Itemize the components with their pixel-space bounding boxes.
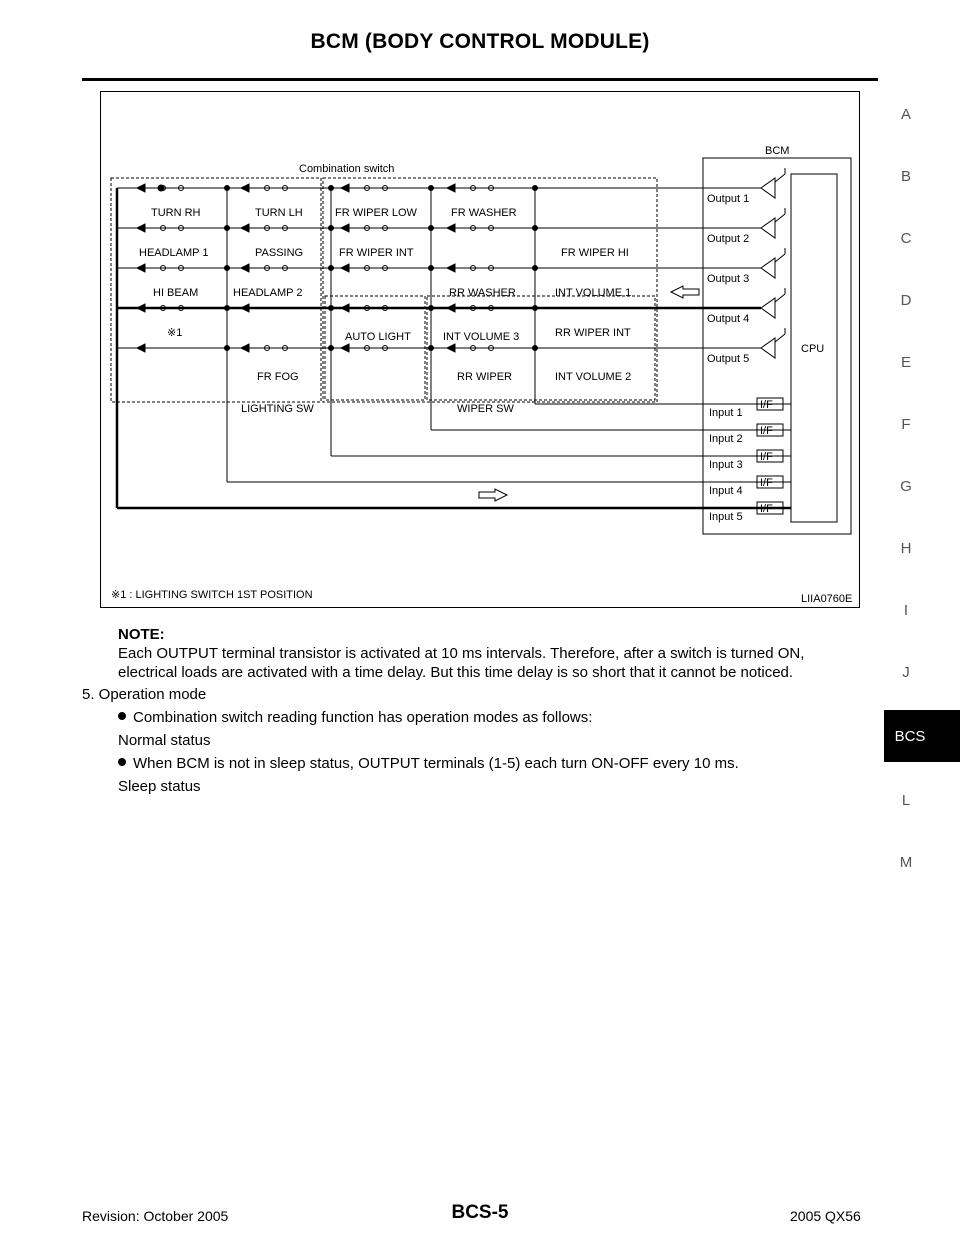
switch-label: RR WIPER INT xyxy=(555,327,631,339)
switch-label: INT VOLUME 1 xyxy=(555,287,632,299)
circuit-svg xyxy=(101,92,861,609)
section-link-c[interactable]: C xyxy=(900,230,912,247)
lighting-sw-label: LIGHTING SW xyxy=(241,403,314,415)
bullet-text: Combination switch reading function has operation modes as follows: xyxy=(133,709,593,726)
section-link-g[interactable]: G xyxy=(900,478,912,495)
switch-label: RR WIPER xyxy=(457,371,512,383)
if-label: I/F xyxy=(760,425,773,437)
section-link-e[interactable]: E xyxy=(900,354,911,371)
input-label: Input 2 xyxy=(709,433,743,445)
switch-label: TURN LH xyxy=(255,207,303,219)
if-label: I/F xyxy=(760,477,773,489)
combination-switch-label: Combination switch xyxy=(299,163,395,175)
bcm-box xyxy=(703,158,851,534)
note-heading: NOTE: xyxy=(118,626,165,643)
switch-label: AUTO LIGHT xyxy=(345,331,411,343)
switch-label: HEADLAMP 1 xyxy=(139,247,209,259)
switch-label: FR WIPER LOW xyxy=(335,207,417,219)
switch-label: RR WASHER xyxy=(449,287,516,299)
footer-model: 2005 QX56 xyxy=(790,1208,861,1224)
output-transistor-3 xyxy=(761,248,785,278)
switch-label: INT VOLUME 2 xyxy=(555,371,632,383)
figure-footnote: ※1 : LIGHTING SWITCH 1ST POSITION xyxy=(111,589,313,601)
switch-label: INT VOLUME 3 xyxy=(443,331,520,343)
output-label: Output 3 xyxy=(707,273,750,285)
section-link-b[interactable]: B xyxy=(900,168,911,185)
output-label: Output 5 xyxy=(707,353,750,365)
output-transistor-4 xyxy=(761,288,785,318)
cpu-label: CPU xyxy=(801,343,825,355)
if-label: I/F xyxy=(760,399,773,411)
footer-revision: Revision: October 2005 xyxy=(82,1208,229,1224)
section-link-l[interactable]: L xyxy=(901,792,911,809)
step-5: 5. Operation mode xyxy=(82,686,207,703)
bullet-text: When BCM is not in sleep status, OUTPUT terminals (1-5) each turn ON-OFF every 10 ms. xyxy=(133,755,739,772)
page-title: BCM (BODY CONTROL MODULE) xyxy=(310,30,650,53)
switch-label: HI BEAM xyxy=(153,287,199,299)
footer-page-number: BCS-5 xyxy=(451,1202,509,1223)
output-label: Output 2 xyxy=(707,233,750,245)
section-link-j[interactable]: J xyxy=(902,664,910,681)
if-label: I/F xyxy=(760,451,773,463)
input-label: Input 5 xyxy=(709,511,743,523)
note-block xyxy=(118,625,863,682)
input-label: Input 4 xyxy=(709,485,743,497)
wiper-sw-label: WIPER SW xyxy=(457,403,514,415)
bullet-item xyxy=(118,708,592,727)
switch-label: HEADLAMP 2 xyxy=(233,287,303,299)
switch-label: PASSING xyxy=(255,247,304,259)
section-link-f[interactable]: F xyxy=(901,416,911,433)
subheading-normal-status: Normal status xyxy=(118,732,211,749)
subheading-sleep-status: Sleep status xyxy=(118,778,201,795)
switch-label: FR WIPER HI xyxy=(561,247,629,259)
output-label: Output 4 xyxy=(707,313,750,325)
output-transistor-2 xyxy=(761,208,785,238)
switch-label: FR FOG xyxy=(257,371,299,383)
section-link-i[interactable]: I xyxy=(903,602,909,619)
bullet-item xyxy=(118,754,739,773)
if-label: I/F xyxy=(760,503,773,515)
combination-switch-circuit-diagram xyxy=(100,91,860,608)
switch-label: FR WASHER xyxy=(451,207,517,219)
switch-label: TURN RH xyxy=(151,207,201,219)
bullet-icon xyxy=(118,758,126,766)
switch-label: ※1 xyxy=(167,327,183,339)
figure-id: LIIA0760E xyxy=(801,593,853,605)
output-transistor-5 xyxy=(761,328,785,358)
switch-label: FR WIPER INT xyxy=(339,247,414,259)
note-text: Each OUTPUT terminal transistor is activated at 10 ms intervals. Therefore, after a switch is turned ON, electrical loads are activated with a time delay. But this time delay is so short that it cannot be noticed. xyxy=(118,645,805,681)
title-rule xyxy=(82,78,878,81)
section-tab-bcs-active[interactable]: BCS xyxy=(884,710,960,762)
section-link-a[interactable]: A xyxy=(900,106,911,123)
output-transistor-1 xyxy=(761,168,785,198)
output-direction-arrow xyxy=(671,286,699,298)
bcm-label: BCM xyxy=(765,145,790,157)
output-label: Output 1 xyxy=(707,193,750,205)
input-label: Input 1 xyxy=(709,407,743,419)
section-link-m[interactable]: M xyxy=(899,854,913,871)
input-label: Input 3 xyxy=(709,459,743,471)
section-link-h[interactable]: H xyxy=(900,540,912,557)
section-link-d[interactable]: D xyxy=(900,292,912,309)
bullet-icon xyxy=(118,712,126,720)
input-direction-arrow xyxy=(479,489,507,501)
